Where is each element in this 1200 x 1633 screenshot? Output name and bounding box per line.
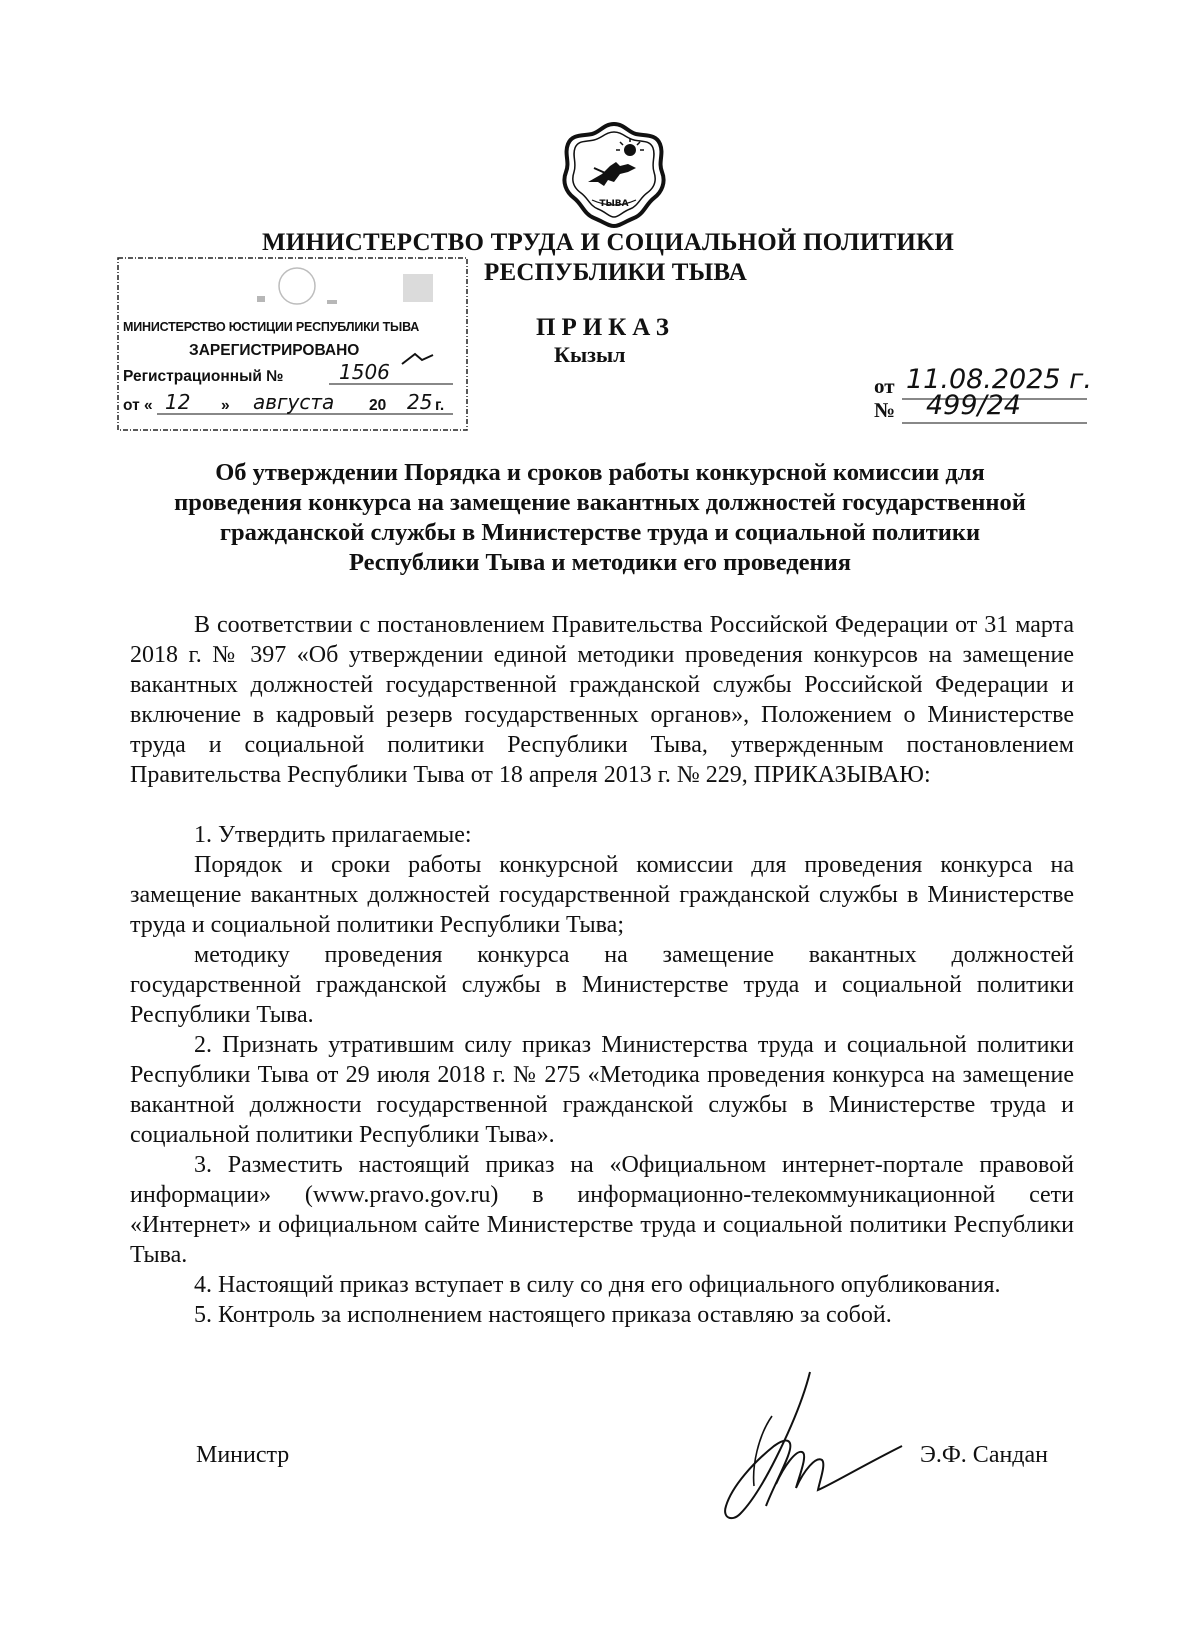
signatory-role: Министр bbox=[196, 1442, 290, 1468]
tuva-emblem bbox=[558, 118, 670, 230]
order-date-value: 11.08.2025 г. bbox=[906, 364, 1092, 395]
item-4: 4. Настоящий приказ вступает в силу со дня его официального опубликования. bbox=[194, 1272, 1001, 1298]
title-line-2: проведения конкурса на замещение вакантных должностей государственной bbox=[174, 489, 1026, 516]
stamp-year-suffix: 25 bbox=[407, 390, 433, 414]
item-5: 5. Контроль за исполнением настоящего приказа оставляю за собой. bbox=[194, 1302, 892, 1328]
signature-block bbox=[0, 1420, 1200, 1530]
item-1-b: методику проведения конкурса на замещение вакантных должностей государственной гражданской службы в Министерстве труда и социальной политики Республики Тыва. bbox=[130, 942, 1074, 1028]
item-1: 1. Утвердить прилагаемые: bbox=[194, 822, 472, 848]
stamp-date-mid: » bbox=[221, 397, 230, 414]
registration-stamp bbox=[117, 256, 470, 432]
order-title: ПРИКАЗ bbox=[536, 314, 675, 341]
stamp-year-end: г. bbox=[435, 397, 445, 414]
item-1-a: Порядок и сроки работы конкурсной комиссии для проведения конкурса на замещение вакантных должностей государственной гражданской службы в Министерстве труда и социальной политики Республики Тыва; bbox=[130, 852, 1074, 938]
stamp-registration-number: 1506 bbox=[339, 360, 390, 384]
signatory-name: Э.Ф. Сандан bbox=[920, 1442, 1049, 1468]
order-number-underline bbox=[902, 418, 1092, 428]
document-body bbox=[130, 610, 1074, 1330]
preamble-paragraph: В соответствии с постановлением Правительства Российской Федерации от 31 марта 2018 г. № 397 «Об утверждении единой методики проведения конкурсов на замещение вакантных должностей государственной гражданской службы Российской Федерации и включение в кадровый резерв государственных органов», Положением о Министерстве труда и социальной политики Республики Тыва, утвержденным постановлением Правительства Республики Тыва от 18 апреля 2013 г. № 229, ПРИКАЗЫВАЮ: bbox=[130, 612, 1074, 788]
order-number-value: 499/24 bbox=[926, 390, 1021, 421]
order-date-label: от bbox=[874, 374, 895, 398]
emblem-icon bbox=[558, 118, 670, 230]
ministry-name-line1: МИНИСТЕРСТВО ТРУДА И СОЦИАЛЬНОЙ ПОЛИТИКИ bbox=[262, 229, 954, 256]
title-line-3: гражданской службы в Министерстве труда и социальной политики bbox=[219, 519, 981, 546]
stamp-date-prefix: от « bbox=[123, 397, 153, 414]
document-title bbox=[130, 458, 1070, 578]
stamp-day: 12 bbox=[165, 390, 191, 414]
title-line-4: Республики Тыва и методики его проведения bbox=[348, 549, 852, 576]
stamp-registered-label: ЗАРЕГИСТРИРОВАНО bbox=[189, 342, 360, 359]
title-line-1: Об утверждении Порядка и сроков работы конкурсной комиссии для bbox=[215, 459, 985, 486]
stamp-number-label: Регистрационный № bbox=[123, 368, 284, 385]
stamp-org-line: МИНИСТЕРСТВО ЮСТИЦИИ РЕСПУБЛИКИ ТЫВА bbox=[123, 320, 420, 334]
stamp-month: августа bbox=[253, 390, 335, 414]
order-city: Кызыл bbox=[554, 342, 626, 367]
item-2: 2. Признать утратившим силу приказ Министерства труда и социальной политики Республики Тыва от 29 июля 2018 г. № 275 «Методика проведения конкурса на замещение вакантной должности государственной гражданской службы в Министерстве труда и социальной политики Республики Тыва». bbox=[130, 1032, 1074, 1148]
item-3: 3. Разместить настоящий приказ на «Официальном интернет-портале правовой информации» (www.pravo.gov.ru) в информационно-телекоммуникационной сети «Интернет» и официальном сайте Министерстве труда и социальной политики Республики Тыва. bbox=[130, 1152, 1074, 1268]
ministry-name-line2: РЕСПУБЛИКИ ТЫВА bbox=[484, 259, 747, 286]
handwritten-signature bbox=[692, 1366, 912, 1536]
order-number-label: № bbox=[874, 398, 896, 422]
emblem-inscription: ТЫВА bbox=[599, 199, 629, 209]
stamp-year-prefix: 20 bbox=[369, 397, 387, 414]
